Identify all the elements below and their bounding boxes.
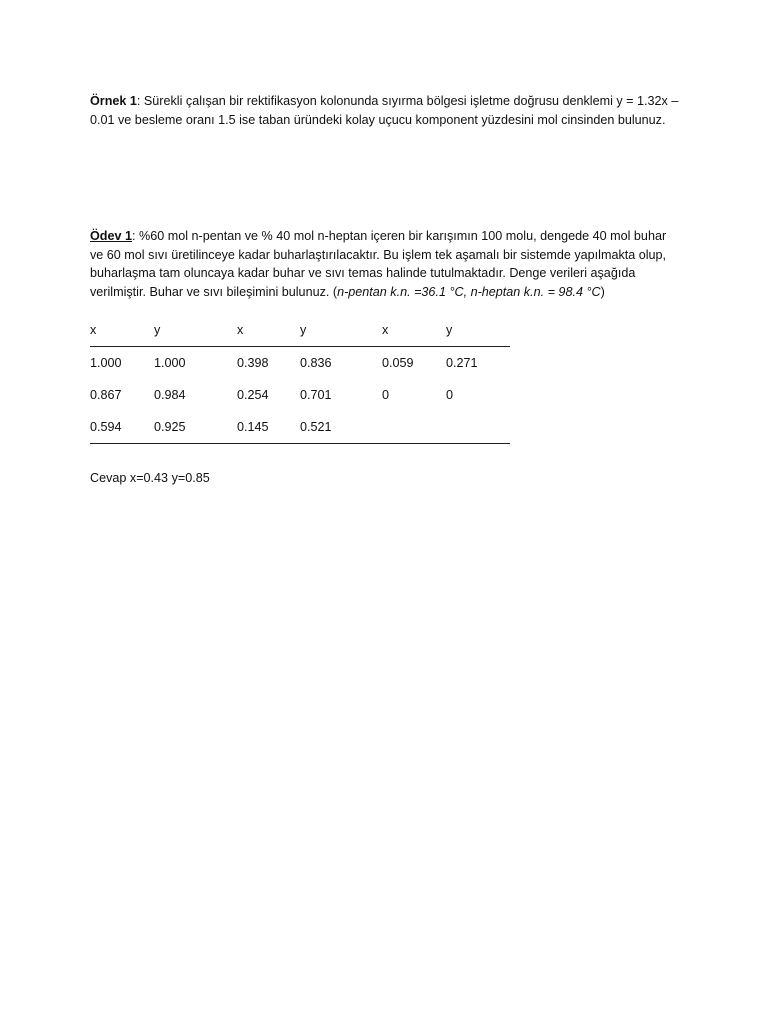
homework-1-text-line-1: : %60 mol n-pentan ve % 40 mol n-heptan içeren bir karışımın 100 molu, dengede 40 mol buhar (132, 229, 667, 243)
table-cell: 0.271 (446, 356, 478, 370)
table-cell: 0.059 (382, 356, 414, 370)
table-cell: 1.000 (154, 356, 186, 370)
homework-1-text-line-2: ve 60 mol sıvı üretilinceye kadar buharlaştırılacaktır. Bu işlem tek aşamalı bir sistemde yapılmakta olup, (90, 247, 667, 262)
homework-1-label: Ödev 1 (90, 229, 132, 243)
example-1-text-line-2: 0.01 ve besleme oranı 1.5 ise taban üründeki kolay uçucu komponent yüzdesini mol cinsinden bulunuz. (90, 112, 666, 127)
table-header-row (90, 314, 510, 347)
table-cell: 0.836 (300, 356, 332, 370)
table-cell: 0 (446, 388, 454, 402)
table-row (90, 411, 510, 444)
table-header-cell: x (90, 323, 97, 337)
example-1-label: Örnek 1 (90, 94, 137, 108)
table-cell (382, 411, 446, 444)
equilibrium-data-table (90, 314, 510, 444)
table-header-cell: y (446, 323, 453, 337)
table-cell: 0.145 (237, 420, 269, 434)
table-header-cell: x (382, 323, 389, 337)
table-cell: 0.594 (90, 420, 122, 434)
table-cell: 0.984 (154, 388, 186, 402)
answer-text: Cevap x=0.43 y=0.85 (90, 471, 210, 485)
example-1-text-line-1: : Sürekli çalışan bir rektifikasyon kolonunda sıyırma bölgesi işletme doğrusu denklemi y = 1.32x – (136, 94, 679, 108)
table-cell: 0.925 (154, 420, 186, 434)
table-cell: 0.254 (237, 388, 269, 402)
table-cell: 1.000 (90, 356, 122, 370)
table-cell: 0 (382, 388, 390, 402)
boiling-points-note: n-pentan k.n. =36.1 °C, n-heptan k.n. = 98.4 °C (337, 284, 601, 299)
homework-1-text-line-3: buharlaşma tam oluncaya kadar buhar ve sıvı temas halinde tutulmaktadır. Denge verileri aşağıda (90, 266, 636, 280)
example-1-paragraph (90, 92, 700, 129)
table-cell: 0.521 (300, 420, 332, 434)
homework-1-text-line-4: verilmiştir. Buhar ve sıvı bileşimini bulunuz. ( (90, 284, 338, 299)
table-header-cell: y (154, 323, 161, 337)
table-cell: 0.398 (237, 356, 269, 370)
table-header-cell: y (300, 323, 307, 337)
table-row (90, 347, 510, 380)
table-header-cell: x (237, 323, 244, 337)
homework-1-paragraph (90, 227, 700, 301)
table-row (90, 379, 510, 411)
table-cell (446, 411, 510, 444)
table-cell: 0.867 (90, 388, 122, 402)
homework-1-text-line-4-end: ) (600, 284, 605, 299)
table-cell: 0.701 (300, 388, 332, 402)
